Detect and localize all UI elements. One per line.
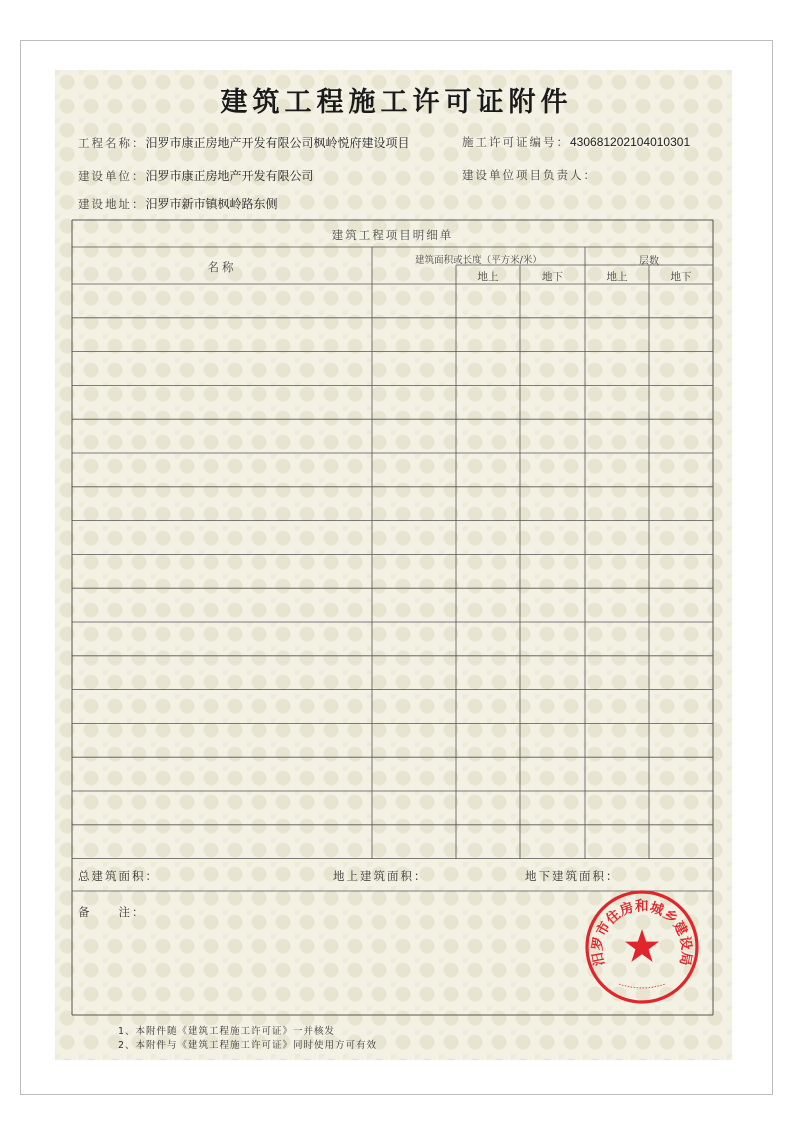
note-2: 2、本附件与《建筑工程施工许可证》同时使用方可有效	[118, 1040, 378, 1051]
construction-unit-value: 汨罗市康正房地产开发有限公司	[145, 169, 314, 183]
below-ground-area-label: 地下建筑面积：	[525, 869, 620, 883]
project-manager-label: 建设单位项目负责人：	[462, 168, 597, 182]
column-header-name: 名称	[207, 260, 237, 274]
project-name-label: 工程名称：	[78, 136, 146, 150]
project-name-value: 汨罗市康正房地产开发有限公司枫岭悦府建设项目	[145, 136, 410, 150]
subheader-area-below: 地下	[542, 271, 563, 283]
remarks-label: 备 注：	[78, 905, 146, 919]
subheader-floors-below: 地下	[670, 271, 692, 283]
construction-address-value: 汨罗市新市镇枫岭路东侧	[145, 197, 278, 211]
seal-star-icon	[625, 929, 659, 962]
above-ground-area-label: 地上建筑面积：	[333, 869, 428, 883]
permit-number-value: 430681202104010301	[570, 135, 691, 149]
document-title: 建筑工程施工许可证附件	[220, 87, 573, 118]
column-header-floors: 层数	[639, 256, 659, 267]
subheader-area-above: 地上	[477, 271, 499, 283]
note-1: 1、本附件随《建筑工程施工许可证》一并核发	[118, 1026, 336, 1037]
official-seal-stamp	[583, 888, 701, 1006]
column-header-area: 建筑面积或长度（平方米/米）	[415, 255, 542, 266]
subheader-floors-above: 地上	[606, 271, 628, 283]
permit-number-label: 施工许可证编号：	[462, 135, 570, 149]
construction-address-label: 建设地址：	[78, 197, 146, 211]
seal-text: 汨罗市住房和城乡建设局	[589, 898, 695, 968]
construction-unit-label: 建设单位：	[78, 169, 146, 183]
table-caption: 建筑工程项目明细单	[331, 228, 454, 242]
total-area-label: 总建筑面积：	[78, 869, 159, 883]
